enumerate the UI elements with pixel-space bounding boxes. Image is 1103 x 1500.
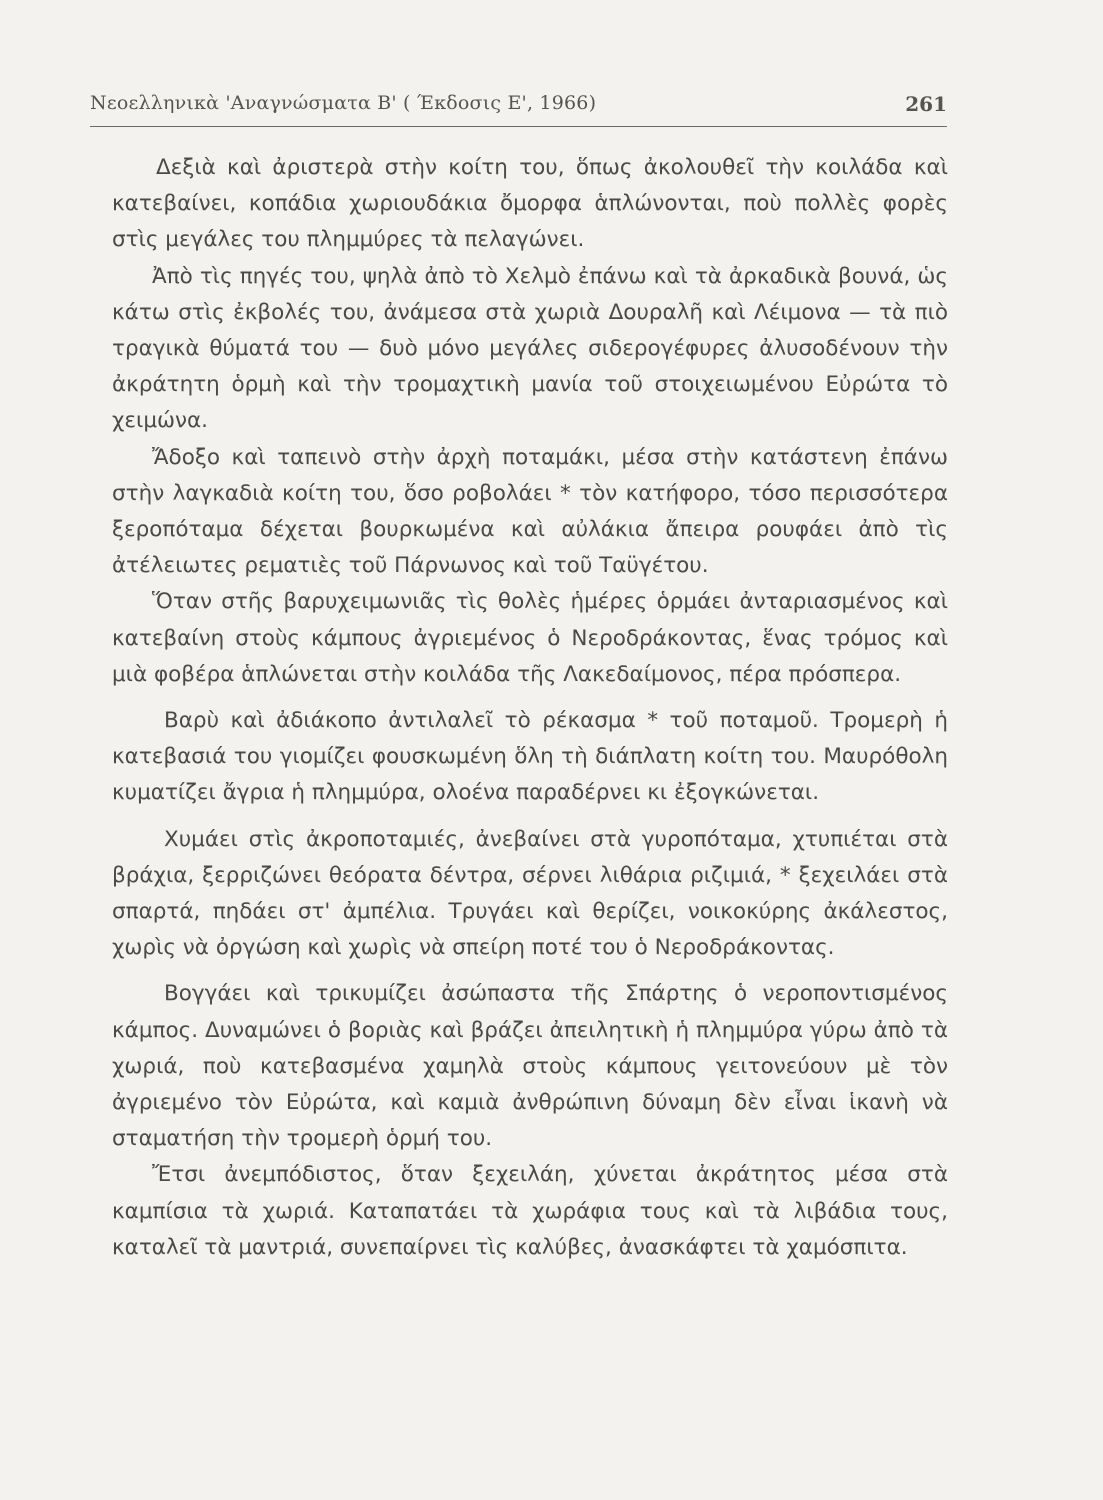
paragraph: Ἄδοξο καὶ ταπεινὸ στὴν ἀρχὴ ποταμάκι, μέσα στὴν κατάστενη ἐπάνω στὴν λαγκαδιὰ κοίτη του, ὅσο ροβολάει * τὸν κατήφορο, τόσο περισσότερα ξεροπόταμα δέχεται βουρκωμένα καὶ αὐλάκια ἄπειρα ρουφάει ἀπὸ τὶς ἀτέλειωτες ρεματιὲς τοῦ Πάρνωνος καὶ τοῦ Ταϋγέτου. [112, 444, 948, 579]
paragraph: Βαρὺ καὶ ἀδιάκοπο ἀντιλαλεῖ τὸ ρέκασμα * τοῦ ποταμοῦ. Τρομερὴ ἡ κατεβασιά του γιομίζει φουσκωμένη ὅλη τὴ διάπλατη κοίτη του. Μαυρόθολη κυματίζει ἄγρια ἡ πλημμύρα, ολοένα παραδέρνει κι ἐξογκώνεται. [112, 708, 948, 806]
paragraph: Δεξιὰ καὶ ἀριστερὰ στὴν κοίτη του, ὅπως ἀκολουθεῖ τὴν κοιλάδα καὶ κατεβαίνει, κοπάδια χωριουδάκια ὄμορφα ἁπλώνονται, ποὺ πολλὲς φορὲς στὶς μεγάλες του πλημμύρες τὰ πελαγώνει. [112, 155, 948, 253]
paragraph: Ἔτσι ἀνεμπόδιστος, ὅταν ξεχειλάη, χύνεται ἀκράτητος μέσα στὰ καμπίσια τὰ χωριά. Καταπατάει τὰ χωράφια τους καὶ τὰ λιβάδια τους, καταλεῖ τὰ μαντριά, συνεπαίρνει τὶς καλύβες, ἀνασκάφτει τὰ χαμόσπιτα. [112, 1162, 948, 1260]
paragraph: Ἀπὸ τὶς πηγές του, ψηλὰ ἀπὸ τὸ Χελμὸ ἐπάνω καὶ τὰ ἀρκαδικὰ βουνά, ὡς κάτω στὶς ἐκβολές του, ἀνάμεσα στὰ χωριὰ Δουραλῆ καὶ Λέιμονα — τὰ πιὸ τραγικὰ θύματά του — δυὸ μόνο μεγάλες σιδερογέφυρες ἀλυσοδένουν τὴν ἀκράτητη ὁρμὴ καὶ τὴν τρομαχτικὴ μανία τοῦ στοιχειωμένου Εὐρώτα τὸ χειμώνα. [112, 263, 948, 434]
page-number: 261 [905, 92, 947, 116]
header-title: Νεοελληνικὰ 'Αναγνώσματα Β' ( Έκδοσις Ε', 1966) [90, 92, 597, 114]
body-text [112, 150, 948, 1266]
paragraph: Χυμάει στὶς ἀκροποταμιές, ἀνεβαίνει στὰ γυροπόταμα, χτυπιέται στὰ βράχια, ξερριζώνει θεόρατα δέντρα, σέρνει λιθάρια ριζιμιά, * ξεχειλάει στὰ σπαρτά, πηδάει στ' ἀμπέλια. Τρυγάει καὶ θερίζει, νοικοκύρης ἀκάλεστος, χωρὶς νὰ ὀργώση καὶ χωρὶς νὰ σπείρη ποτέ του ὁ Νεροδράκοντας. [112, 826, 948, 961]
paragraph: Ὅταν στῆς βαρυχειμωνιᾶς τὶς θολὲς ἡμέρες ὁρμάει ἀνταριασμένος καὶ κατεβαίνη στοὺς κάμπους ἀγριεμένος ὁ Νεροδράκοντας, ἕνας τρόμος καὶ μιὰ φοβέρα ἁπλώνεται στὴν κοιλάδα τῆς Λακεδαίμονος, πέρα πρόσπερα. [112, 589, 948, 687]
running-header [90, 86, 947, 127]
paragraph: Βογγάει καὶ τρικυμίζει ἀσώπαστα τῆς Σπάρτης ὁ νεροποντισμένος κάμπος. Δυναμώνει ὁ βοριὰς καὶ βράζει ἀπειλητικὴ ἡ πλημμύρα γύρω ἀπὸ τὰ χωριά, ποὺ κατεβασμένα χαμηλὰ στοὺς κάμπους γειτονεύουν μὲ τὸν ἀγριεμένο τὸν Εὐρώτα, καὶ καμιὰ ἀνθρώπινη δύναμη δὲν εἶναι ἱκανὴ νὰ σταματήση τὴν τρομερὴ ὁρμή του. [112, 981, 948, 1152]
